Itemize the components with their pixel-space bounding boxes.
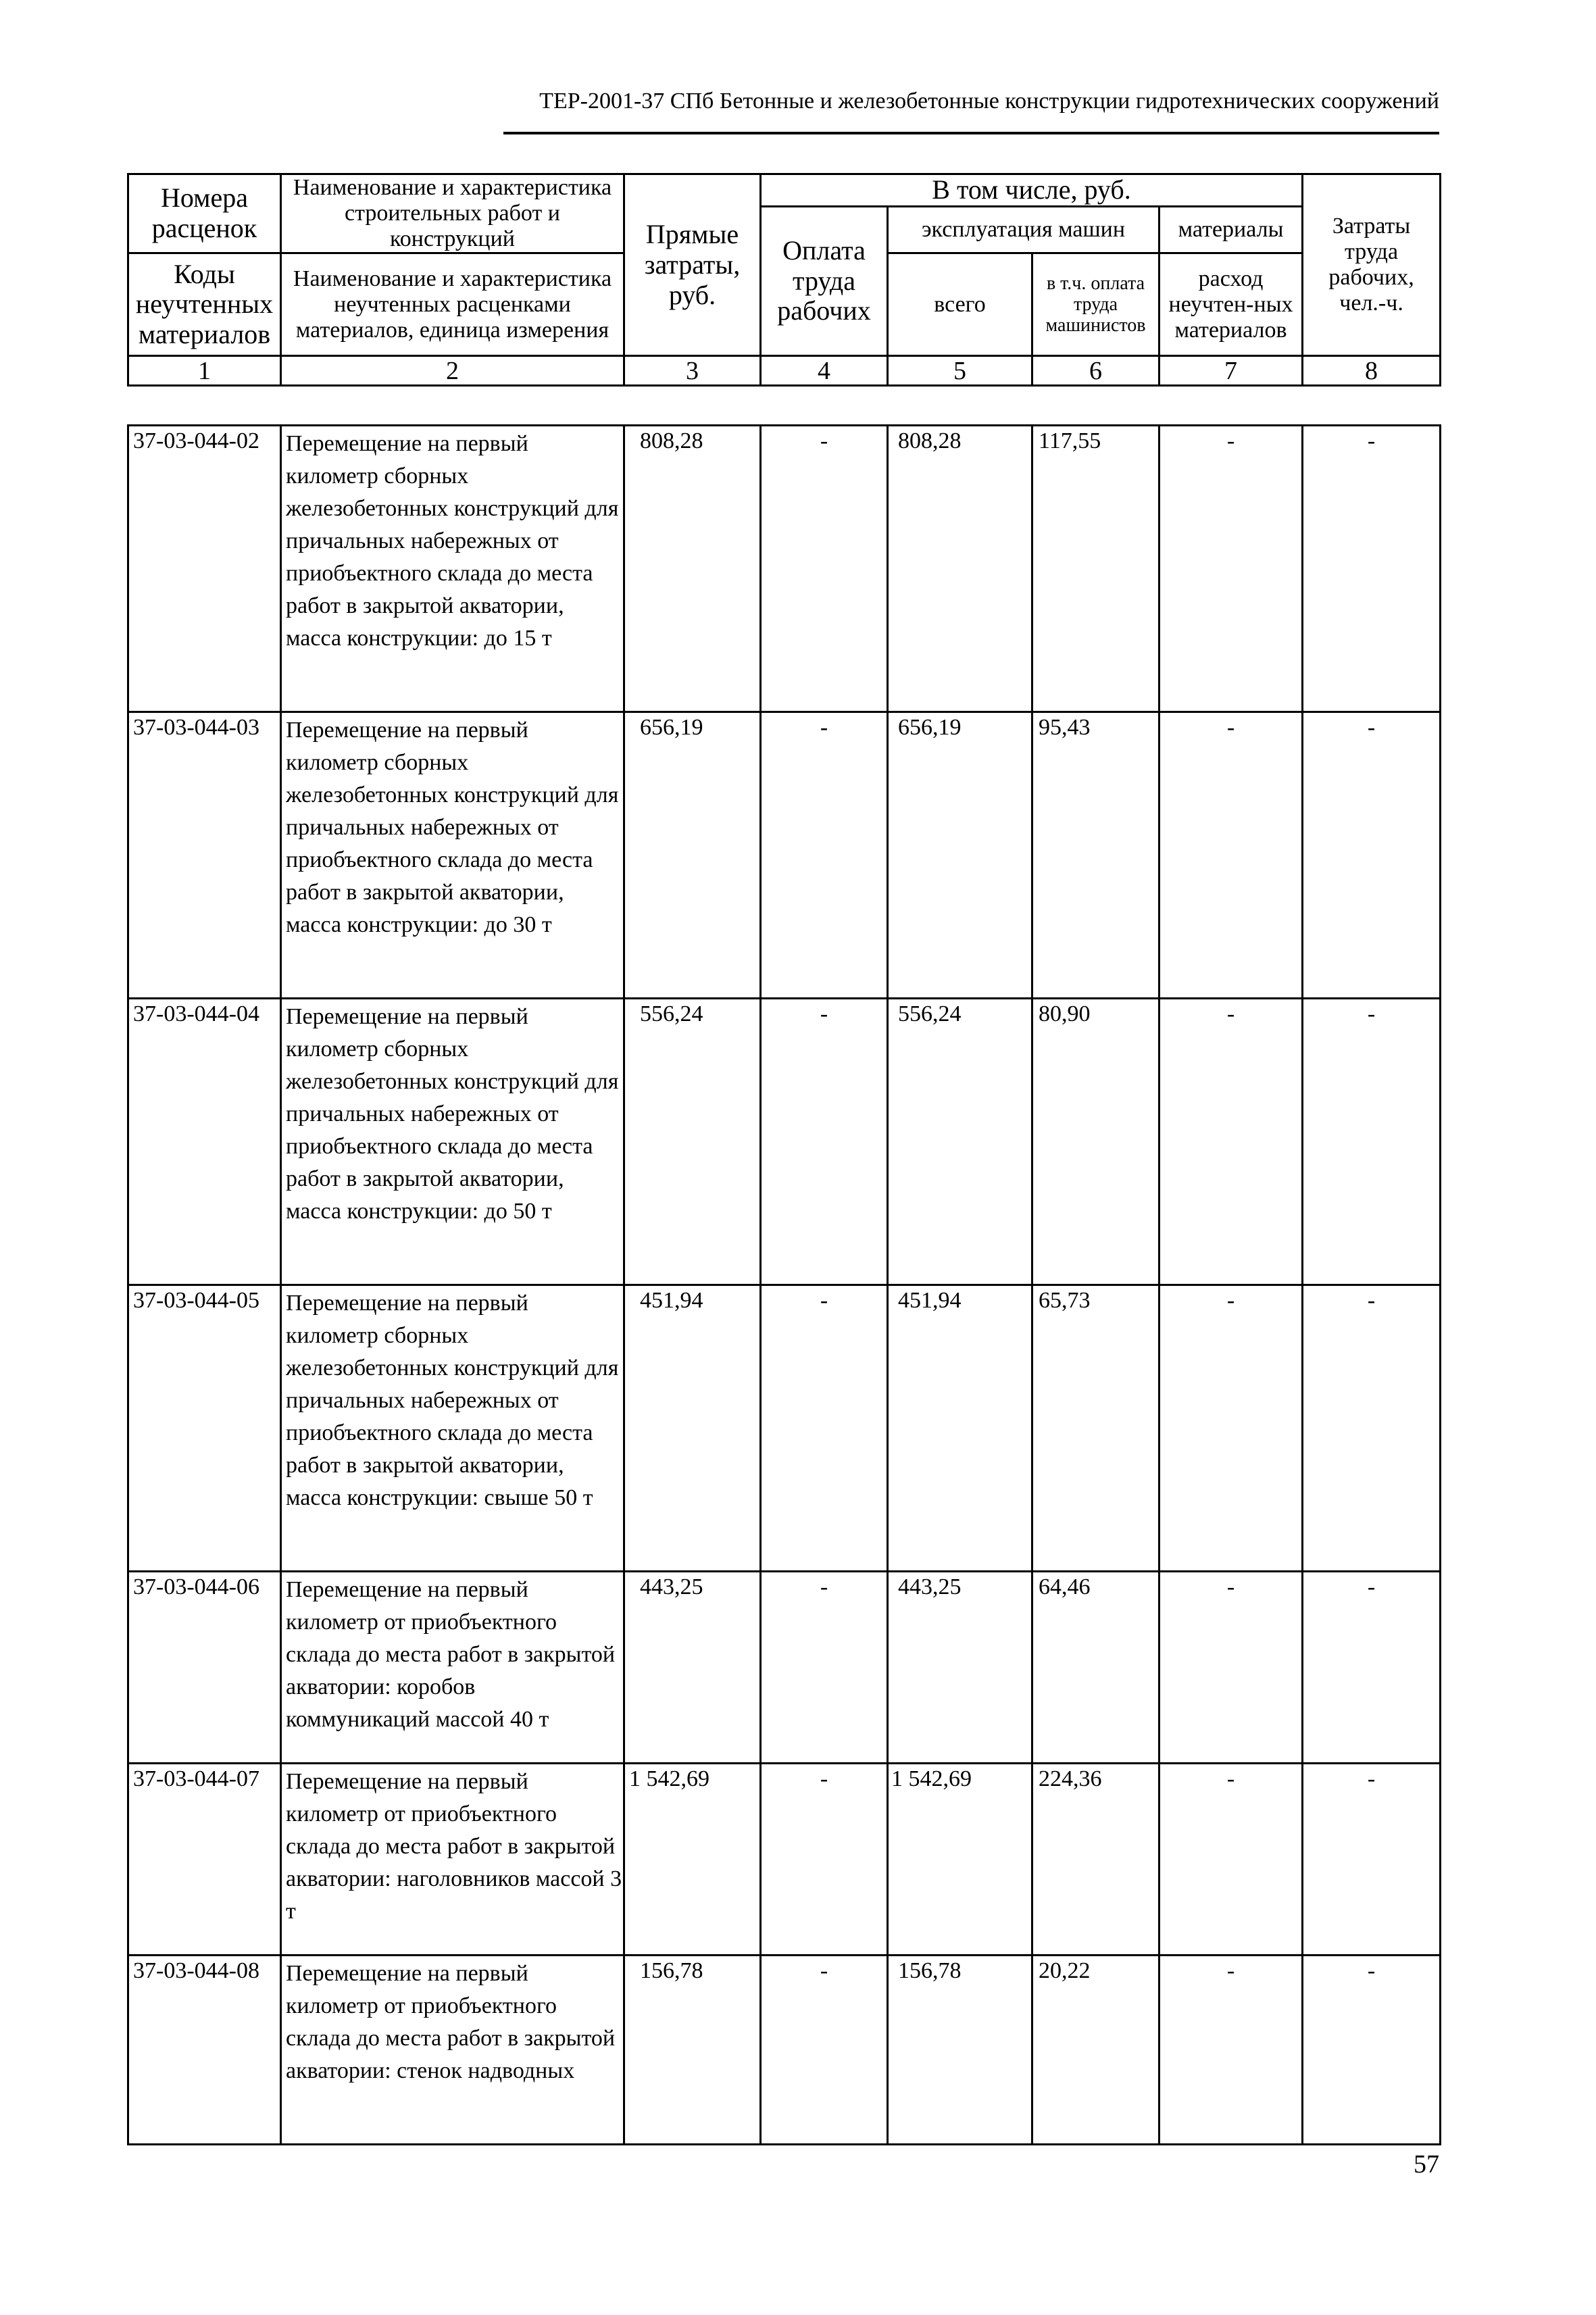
materials-cost: - xyxy=(1159,1956,1303,2145)
col2-header-top: Наименование и характеристика строительных работ и конструкций xyxy=(281,174,624,253)
materials-cost: - xyxy=(1159,1572,1303,1764)
rate-code: 37-03-044-07 xyxy=(128,1764,281,1956)
materials-cost: - xyxy=(1159,999,1303,1285)
materials-cost: - xyxy=(1159,1285,1303,1572)
rate-code: 37-03-044-04 xyxy=(128,999,281,1285)
machines-total: 443,25 xyxy=(888,1572,1032,1764)
labor-cost: - xyxy=(761,999,888,1285)
machines-total: 556,24 xyxy=(888,999,1032,1285)
machines-total: 156,78 xyxy=(888,1956,1032,2145)
machinists-cost: 95,43 xyxy=(1032,712,1159,999)
rate-name: Перемещение на первый километр сборных железобетонных конструкций для причальных набережных от приобъектного склада до места работ в закрытой акватории, масса конструкции: до 50 т xyxy=(281,999,624,1285)
table-row xyxy=(128,1572,1441,1764)
column-number: 6 xyxy=(1032,356,1159,386)
materials-cost: - xyxy=(1159,426,1303,712)
col5-header: всего xyxy=(888,253,1032,356)
rate-code: 37-03-044-05 xyxy=(128,1285,281,1572)
col7-header: расход неучтен-ных материалов xyxy=(1159,253,1303,356)
col2-header-bottom: Наименование и характеристика неучтенных расценками материалов, единица измерения xyxy=(281,253,624,356)
labor-hours: - xyxy=(1303,1285,1441,1572)
column-number: 5 xyxy=(888,356,1032,386)
direct-cost: 443,25 xyxy=(624,1572,761,1764)
direct-cost: 1 542,69 xyxy=(624,1764,761,1956)
rate-code: 37-03-044-08 xyxy=(128,1956,281,2145)
table-row xyxy=(128,426,1441,712)
labor-hours: - xyxy=(1303,712,1441,999)
labor-hours: - xyxy=(1303,1764,1441,1956)
table-row xyxy=(128,999,1441,1285)
page-number: 57 xyxy=(1414,2150,1439,2179)
column-number: 7 xyxy=(1159,356,1303,386)
materials-cost: - xyxy=(1159,1764,1303,1956)
column-number: 3 xyxy=(624,356,761,386)
page-header-title: ТЕР-2001-37 СПб Бетонные и железобетонные конструкции гидротехнических сооружений xyxy=(539,89,1439,114)
labor-cost: - xyxy=(761,712,888,999)
machinists-cost: 64,46 xyxy=(1032,1572,1159,1764)
rate-name: Перемещение на первый километр сборных железобетонных конструкций для причальных набережных от приобъектного склада до места работ в закрытой акватории, масса конструкции: свыше 50 т xyxy=(281,1285,624,1572)
machinists-cost: 20,22 xyxy=(1032,1956,1159,2145)
rates-table xyxy=(127,424,1441,2145)
machines-total: 451,94 xyxy=(888,1285,1032,1572)
table-row xyxy=(128,712,1441,999)
rate-name: Перемещение на первый километр сборных железобетонных конструкций для причальных набережных от приобъектного склада до места работ в закрытой акватории, масса конструкции: до 30 т xyxy=(281,712,624,999)
labor-cost: - xyxy=(761,1572,888,1764)
col4-header: Оплата труда рабочих xyxy=(761,206,888,355)
rate-name: Перемещение на первый километр сборных железобетонных конструкций для причальных набережных от приобъектного склада до места работ в закрытой акватории, масса конструкции: до 15 т xyxy=(281,426,624,712)
col3-header: Прямые затраты, руб. xyxy=(624,174,761,356)
rate-code: 37-03-044-02 xyxy=(128,426,281,712)
direct-cost: 656,19 xyxy=(624,712,761,999)
machines-total: 1 542,69 xyxy=(888,1764,1032,1956)
machines-header: эксплуатация машин xyxy=(888,206,1159,253)
table-row xyxy=(128,1956,1441,2145)
col1-header-top: Номера расценок xyxy=(128,174,281,253)
header-rule xyxy=(503,132,1439,134)
col6-header: в т.ч. оплата труда машинистов xyxy=(1032,253,1159,356)
labor-hours: - xyxy=(1303,1572,1441,1764)
col1-header-bottom: Коды неучтенных материалов xyxy=(128,253,281,356)
labor-cost: - xyxy=(761,1764,888,1956)
direct-cost: 556,24 xyxy=(624,999,761,1285)
labor-cost: - xyxy=(761,426,888,712)
machinists-cost: 117,55 xyxy=(1032,426,1159,712)
labor-hours: - xyxy=(1303,426,1441,712)
labor-cost: - xyxy=(761,1285,888,1572)
machines-total: 808,28 xyxy=(888,426,1032,712)
labor-hours: - xyxy=(1303,1956,1441,2145)
rate-name: Перемещение на первый километр от приобъектного склада до места работ в закрытой акватории: наголовников массой 3 т xyxy=(281,1764,624,1956)
labor-hours: - xyxy=(1303,999,1441,1285)
direct-cost: 156,78 xyxy=(624,1956,761,2145)
group-header: В том числе, руб. xyxy=(761,174,1303,207)
table-row xyxy=(128,1764,1441,1956)
header-table xyxy=(127,173,1441,387)
rate-code: 37-03-044-03 xyxy=(128,712,281,999)
direct-cost: 451,94 xyxy=(624,1285,761,1572)
machinists-cost: 80,90 xyxy=(1032,999,1159,1285)
materials-cost: - xyxy=(1159,712,1303,999)
machinists-cost: 224,36 xyxy=(1032,1764,1159,1956)
column-number: 4 xyxy=(761,356,888,386)
rate-code: 37-03-044-06 xyxy=(128,1572,281,1764)
rate-name: Перемещение на первый километр от приобъектного склада до места работ в закрытой акватории: стенок надводных xyxy=(281,1956,624,2145)
col8-header: Затраты труда рабочих, чел.-ч. xyxy=(1303,174,1441,356)
rate-name: Перемещение на первый километр от приобъектного склада до места работ в закрытой акватории: коробов коммуникаций массой 40 т xyxy=(281,1572,624,1764)
labor-cost: - xyxy=(761,1956,888,2145)
column-number: 2 xyxy=(281,356,624,386)
machines-total: 656,19 xyxy=(888,712,1032,999)
direct-cost: 808,28 xyxy=(624,426,761,712)
column-number: 8 xyxy=(1303,356,1441,386)
column-number: 1 xyxy=(128,356,281,386)
table-row xyxy=(128,1285,1441,1572)
materials-header: материалы xyxy=(1159,206,1303,253)
machinists-cost: 65,73 xyxy=(1032,1285,1159,1572)
